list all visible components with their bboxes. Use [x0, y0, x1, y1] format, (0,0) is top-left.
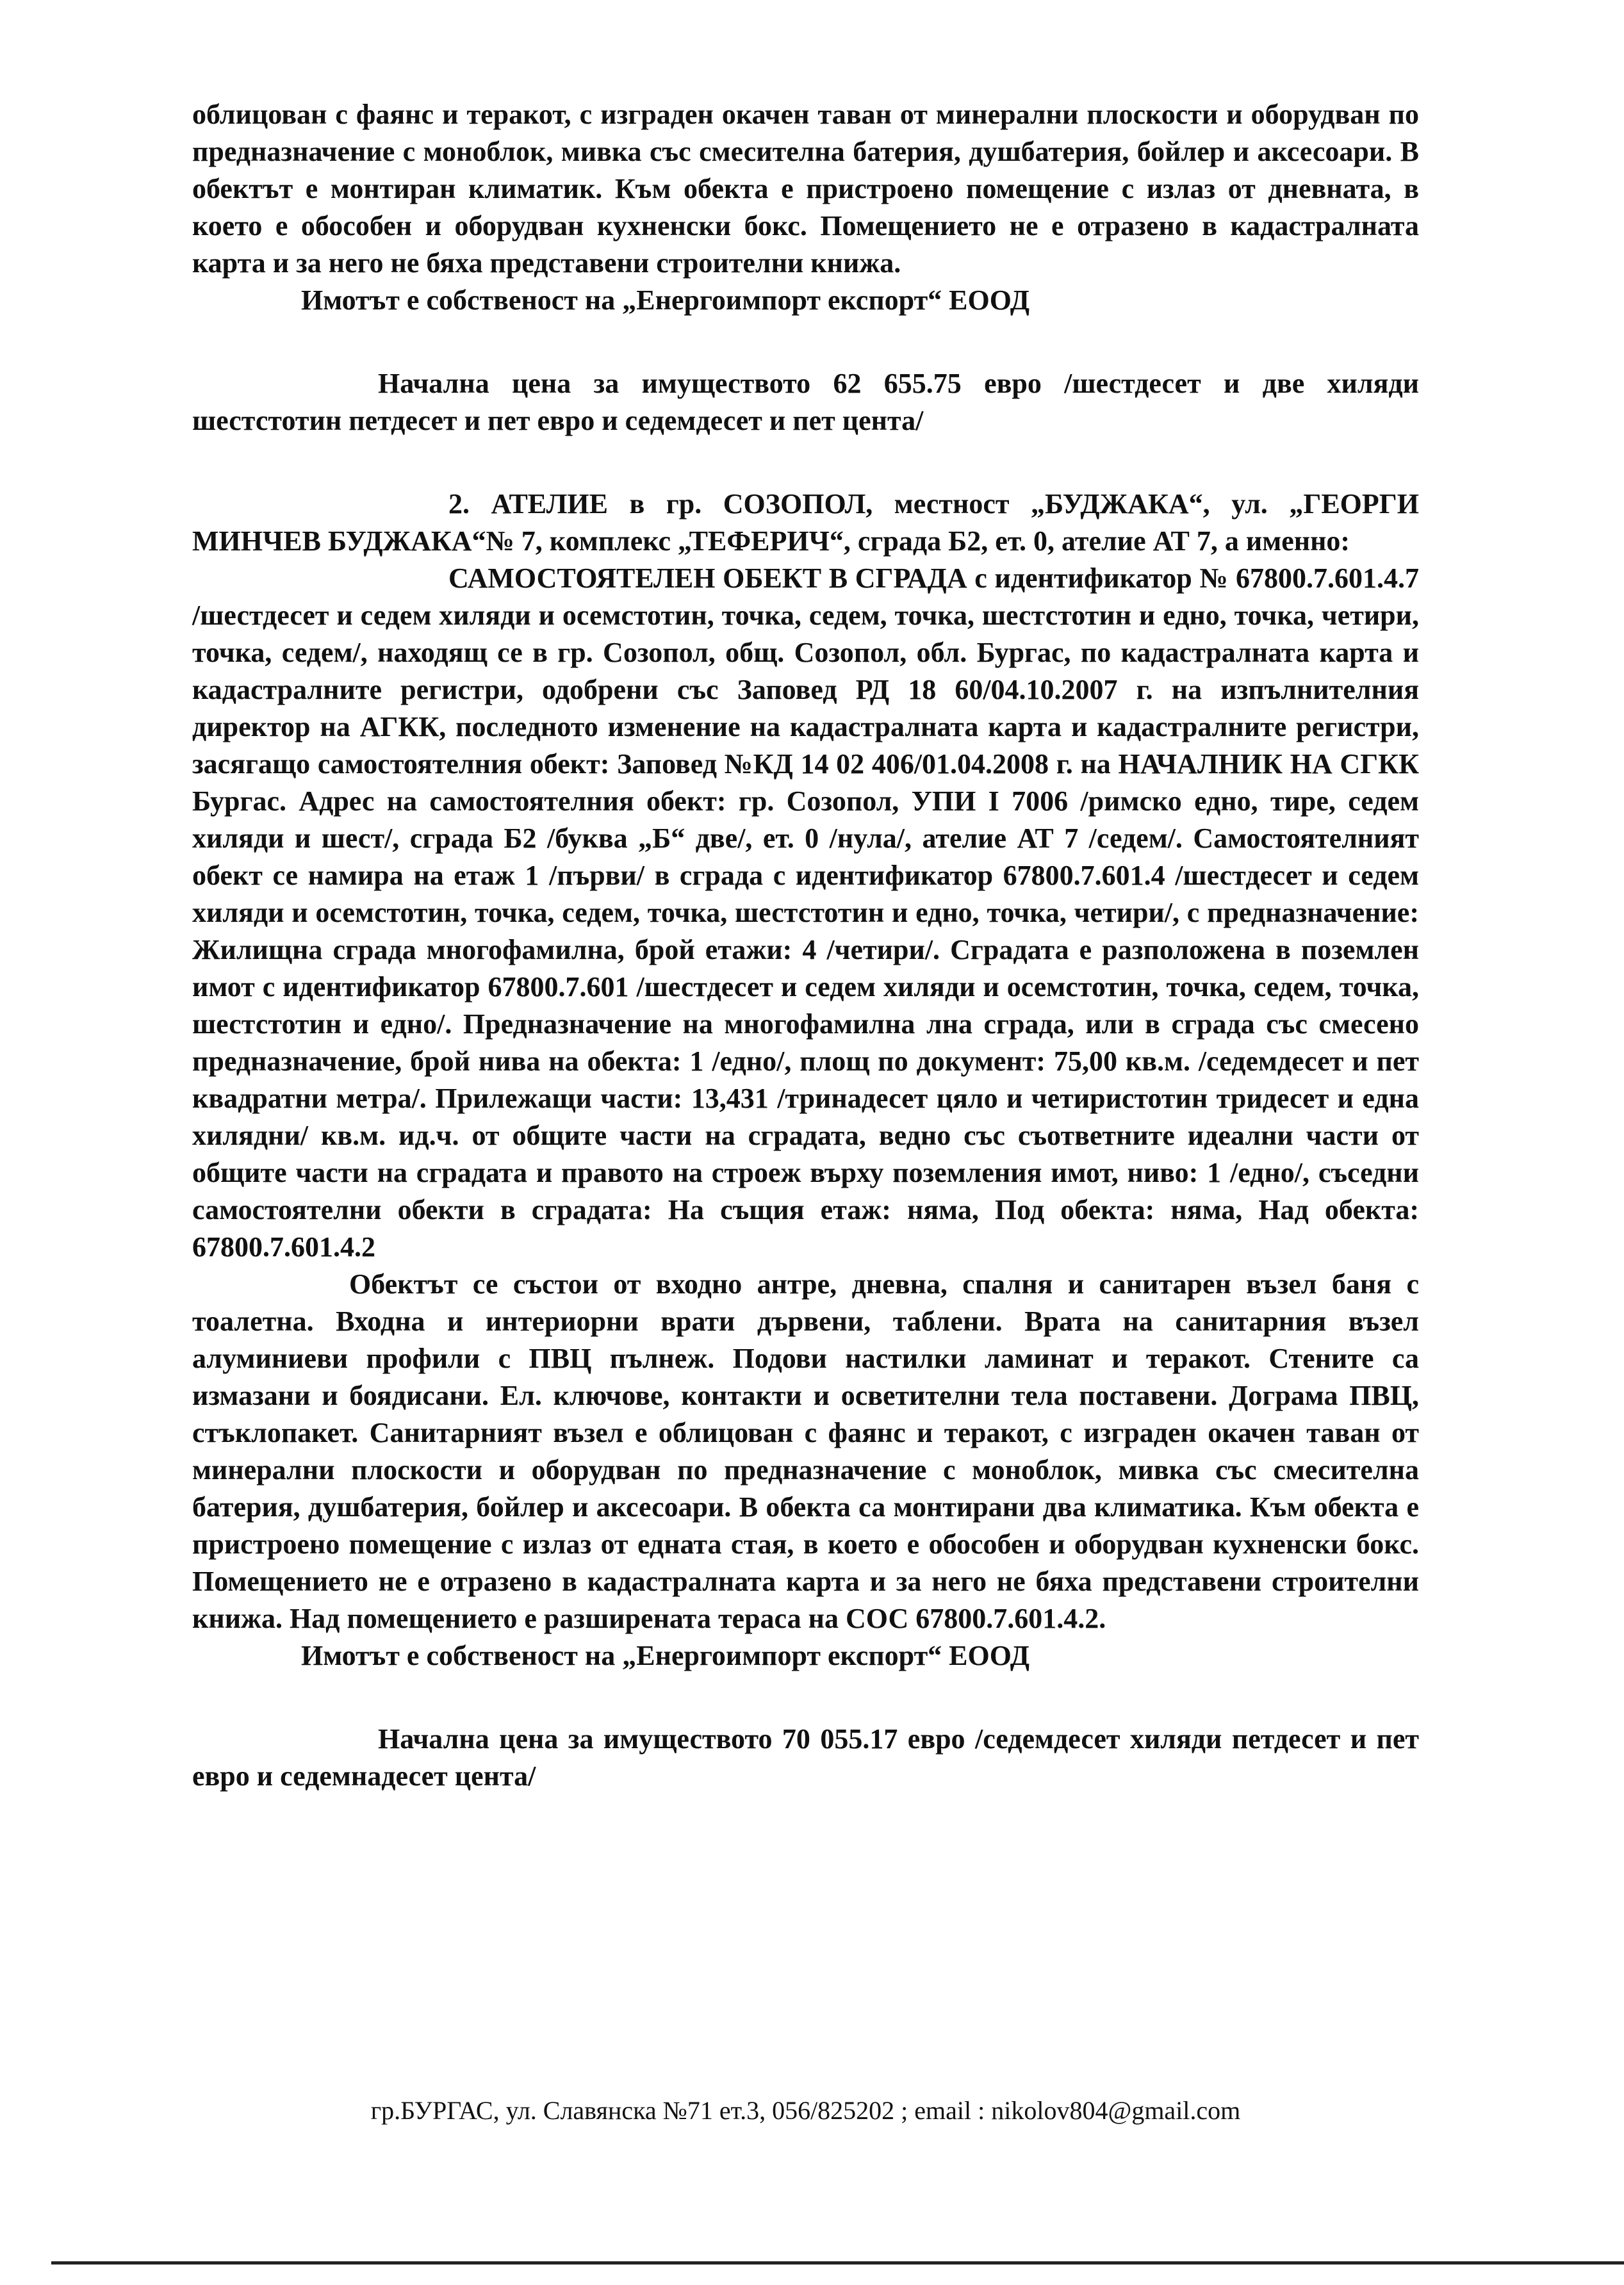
footer-address: гр.БУРГАС, ул. Славянска №71 ет.3, 056/825202 ; email : nikolov804@gmail.com — [370, 2096, 1241, 2125]
section2-price: Начална цена за имуществото 70 055.17 евро /седемдесет хиляди петдесет и пет евро и седемнадесет цента/ — [192, 1723, 1419, 1792]
section2-composition: Обектът се състои от входно антре, дневна, спалня и санитарен възел баня с тоалетна. Входна и интериорни врати дървени, таблени. Врата на санитарния възел алуминиеви профили с ПВЦ пълнеж. Подови настилки ламинат и теракот. Стените са измазани и боядисани. Ел. ключове, контакти и осветителни тела поставени. Дограма ПВЦ, стъклопакет. Санитарният възел е облицован с фаянс и теракот, с изграден окачен таван от минерални плоскости и оборудван по предназначение с моноблок, мивка със смесителна батерия, душбатерия, бойлер и аксесоари. В обекта са монтирани два климатика. Към обекта е пристроено помещение с излаз от едната стая, в което е обособен и оборудван кухненски бокс. Помещението не е отразено в кадастралната карта и за него не бяха представени строителни книжа. Над помещението е разширената тераса на СОС 67800.7.601.4.2. — [192, 1268, 1419, 1634]
document-body — [192, 96, 1419, 1795]
section1-description: облицован с фаянс и теракот, с изграден окачен таван от минерални плоскости и оборудван по предназначение с моноблок, мивка със смесителна батерия, душбатерия, бойлер и аксесоари. В обектът е монтиран климатик. Към обекта е пристроено помещение с излаз от дневната, в което е обособен и оборудван кухненски бокс. Помещението не е отразено в кадастралната карта и за него не бяха представени строителни книжа. — [192, 99, 1419, 279]
section2-object-description: САМОСТОЯТЕЛЕН ОБЕКТ В СГРАДА с идентификатор № 67800.7.601.4.7 /шестдесет и седем хиляди и осемстотин, точка, седем, точка, шестстотин и едно, точка, четири, точка, седем/, находящ се в гр. Созопол, общ. Созопол, обл. Бургас, по кадастралната карта и кадастралните регистри, одобрени със Заповед РД 18 60/04.10.2007 г. на изпълнителния директор на АГКК, последното изменение на кадастралната карта и кадастралните регистри, засягащо самостоятелния обект: Заповед №КД 14 02 406/01.04.2008 г. на НАЧАЛНИК НА СГКК Бургас. Адрес на самостоятелния обект: гр. Созопол, УПИ I 7006 /римско едно, тире, седем хиляди и шест/, сграда Б2 /буква „Б“ две/, ет. 0 /нула/, ателие АТ 7 /седем/. Самостоятелният обект се намира на етаж 1 /първи/ в сграда с идентификатор 67800.7.601.4 /шестдесет и седем хиляди и осемстотин, точка, седем, точка, шестстотин и едно, точка, четири/, с предназначение: Жилищна сграда многофамилна, брой етажи: 4 /четири/. Сградата е разположена в поземлен имот с идентификатор 67800.7.601 /шестдесет и седем хиляди и осемстотин, точка, седем, точка, шестстотин и едно/. Предназначение на многофамилна лна сграда, или в сграда със смесено предназначение, брой нива на обекта: 1 /едно/, площ по документ: 75,00 кв.м. /седемдесет и пет квадратни метра/. Прилежащи части: 13,431 /тринадесет цяло и четиристотин тридесет и една хилядни/ кв.м. ид.ч. от общите части на сградата, ведно със съответните идеални части от общите части на сградата и правото на строеж върху поземления имот, ниво: 1 /едно/, съседни самостоятелни обекти в сградата: На същия етаж: няма, Под обекта: няма, Над обекта: 67800.7.601.4.2 — [192, 562, 1419, 1263]
section1-price: Начална цена за имуществото 62 655.75 евро /шестдесет и две хиляди шестстотин петдесет и пет евро и седемдесет и пет цента/ — [192, 368, 1419, 436]
section1-owner: Имотът е собственост на „Енергоимпорт експорт“ ЕООД — [301, 284, 1030, 316]
section2-owner: Имотът е собственост на „Енергоимпорт експорт“ ЕООД — [301, 1640, 1030, 1671]
section2-heading: 2. АТЕЛИЕ в гр. СОЗОПОЛ, местност „БУДЖАКА“, ул. „ГЕОРГИ МИНЧЕВ БУДЖАКА“№ 7, комплекс „ТЕФЕРИЧ“, сграда Б2, ет. 0, ателие АТ 7, а именно: — [192, 488, 1419, 557]
bottom-divider — [51, 2261, 1624, 2265]
